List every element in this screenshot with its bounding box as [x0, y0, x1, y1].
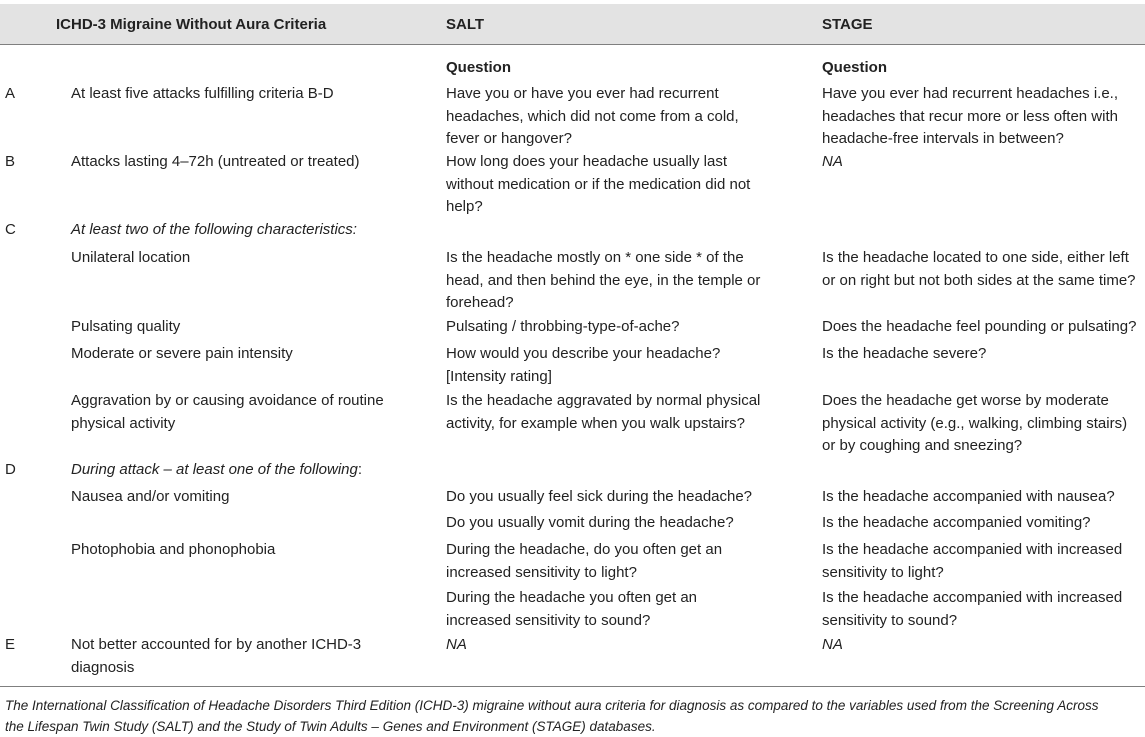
criterion-cell: Pulsating quality	[71, 318, 181, 335]
stage-cell: Is the headache accompanied with nausea?	[822, 488, 1115, 505]
salt-cell: Is the headache mostly on * one side * of the head, and then behind the eye, in the temple or forehead?	[446, 249, 761, 311]
header-salt: SALT	[446, 16, 485, 33]
salt-cell: Pulsating / throbbing-type-of-ache?	[446, 318, 680, 335]
stage-cell: Is the headache accompanied with increased sensitivity to sound?	[822, 589, 1123, 629]
salt-cell: Do you usually feel sick during the headache?	[446, 488, 753, 505]
salt-cell: How long does your headache usually last without medication or if the medication did not help?	[446, 153, 751, 215]
row-letter: E	[5, 636, 16, 653]
row-letter: C	[5, 221, 16, 238]
stage-question-label: Question	[822, 59, 888, 76]
stage-cell: Is the headache accompanied vomiting?	[822, 514, 1091, 531]
row-letter: D	[5, 461, 16, 478]
stage-cell: Does the headache get worse by moderate physical activity (e.g., walking, climbing stairs) or by coughing and sneezing?	[822, 392, 1128, 454]
stage-cell: Does the headache feel pounding or pulsating?	[822, 318, 1137, 335]
salt-cell: NA	[446, 636, 467, 653]
criterion-cell: Moderate or severe pain intensity	[71, 345, 293, 362]
table-footnote: The International Classification of Headache Disorders Third Edition (ICHD-3) migraine without aura criteria for diagnosis as compared to the variables used from the Screening Across the Lifespan Twin Study (SALT) and the Study of Twin Adults – Genes and Environment (STAGE) databases.	[5, 698, 1099, 734]
stage-cell: NA	[822, 636, 843, 653]
stage-cell: Is the headache severe?	[822, 345, 987, 362]
salt-cell: Have you or have you ever had recurrent headaches, which did not come from a cold, fever or hangover?	[446, 85, 739, 147]
stage-cell: Have you ever had recurrent headaches i.e., headaches that recur more or less often with headache-free intervals in between?	[822, 85, 1119, 147]
criterion-cell: Attacks lasting 4–72h (untreated or treated)	[71, 153, 360, 170]
criterion-cell: Unilateral location	[71, 249, 191, 266]
criterion-cell: Not better accounted for by another ICHD-3 diagnosis	[71, 636, 362, 676]
table-bottom-rule	[0, 686, 1145, 687]
stage-cell: Is the headache located to one side, either left or on right but not both sides at the same time?	[822, 249, 1136, 289]
criterion-cell: Nausea and/or vomiting	[71, 488, 230, 505]
salt-cell: During the headache you often get an increased sensitivity to sound?	[446, 589, 698, 629]
criterion-cell: During attack – at least one of the following:	[71, 461, 363, 478]
criterion-cell: At least two of the following characteristics:	[71, 221, 357, 238]
salt-cell: Do you usually vomit during the headache?	[446, 514, 734, 531]
stage-cell: NA	[822, 153, 843, 170]
salt-cell: During the headache, do you often get an increased sensitivity to light?	[446, 541, 723, 581]
salt-cell: Is the headache aggravated by normal physical activity, for example when you walk upstairs?	[446, 392, 761, 432]
stage-cell: Is the headache accompanied with increased sensitivity to light?	[822, 541, 1123, 581]
row-letter: B	[5, 153, 16, 170]
row-letter: A	[5, 85, 16, 102]
salt-question-label: Question	[446, 59, 512, 76]
criterion-cell: At least five attacks fulfilling criteria B-D	[71, 85, 334, 102]
salt-cell: How would you describe your headache? [Intensity rating]	[446, 345, 721, 385]
criterion-cell: Photophobia and phonophobia	[71, 541, 276, 558]
table-header-row	[0, 4, 1145, 45]
header-stage: STAGE	[822, 16, 873, 33]
criterion-cell: Aggravation by or causing avoidance of routine physical activity	[71, 392, 384, 432]
header-criteria: ICHD-3 Migraine Without Aura Criteria	[56, 16, 327, 33]
